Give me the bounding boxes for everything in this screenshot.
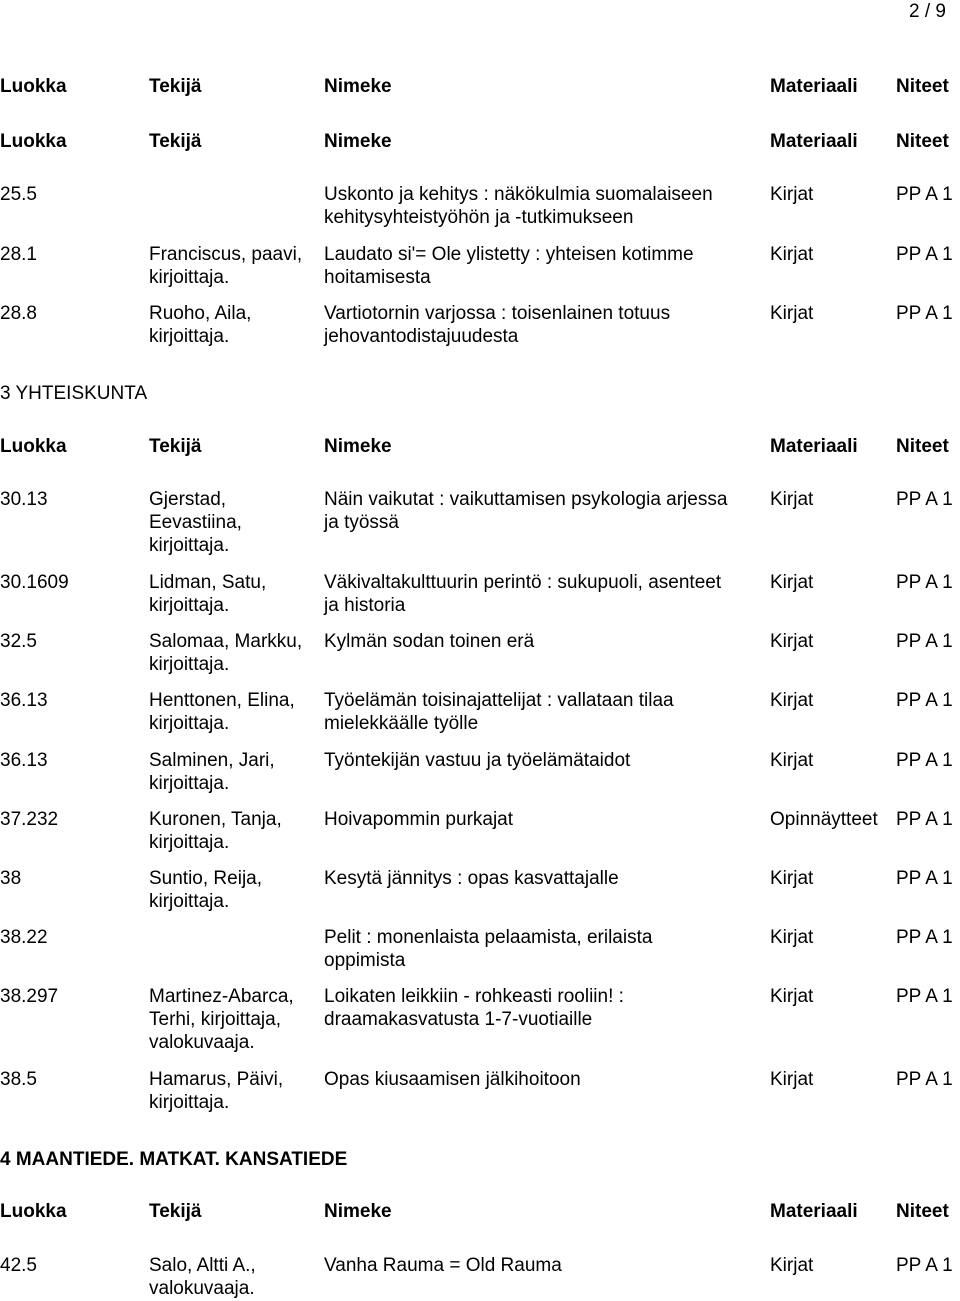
column-header-tekija: Tekijä — [149, 76, 202, 97]
nimeke-line: Väkivaltakulttuurin perintö : sukupuoli, asenteet — [324, 572, 722, 593]
tekija-line: Salminen, Jari, — [149, 750, 275, 771]
nimeke-line: ja työssä — [324, 512, 399, 533]
tekija-line: kirjoittaja. — [149, 535, 230, 556]
luokka: 28.8 — [0, 303, 37, 324]
niteet: PP A 1 — [896, 750, 953, 771]
tekija-line: Kuronen, Tanja, — [149, 809, 282, 830]
column-header-tekija: Tekijä — [149, 131, 202, 152]
tekija — [149, 243, 319, 289]
column-header-tekija: Tekijä — [149, 1201, 202, 1222]
niteet: PP A 1 — [896, 809, 953, 830]
tekija — [149, 985, 319, 1054]
materiaali: Kirjat — [770, 303, 814, 324]
tekija-line: Hamarus, Päivi, — [149, 1069, 284, 1090]
nimeke-line: Uskonto ja kehitys : näkökulmia suomalaiseen — [324, 184, 713, 205]
nimeke — [324, 985, 769, 1031]
materiaali: Kirjat — [770, 750, 814, 771]
tekija-line: kirjoittaja. — [149, 654, 230, 675]
nimeke — [324, 749, 769, 772]
materiaali: Kirjat — [770, 986, 814, 1007]
niteet: PP A 1 — [896, 184, 953, 205]
tekija — [149, 1068, 319, 1114]
nimeke — [324, 302, 769, 348]
luokka: 38.22 — [0, 927, 48, 948]
luokka: 30.1609 — [0, 572, 69, 593]
materiaali: Opinnäytteet — [770, 809, 878, 830]
tekija-line: Salo, Altti A., — [149, 1255, 256, 1276]
niteet: PP A 1 — [896, 927, 953, 948]
materiaali: Kirjat — [770, 244, 814, 265]
tekija-line: kirjoittaja. — [149, 267, 230, 288]
column-header — [0, 75, 960, 98]
tekija-line: kirjoittaja. — [149, 595, 230, 616]
column-header-nimeke: Nimeke — [324, 131, 392, 152]
materiaali: Kirjat — [770, 927, 814, 948]
nimeke — [324, 571, 769, 617]
materiaali: Kirjat — [770, 1069, 814, 1090]
nimeke-line: Pelit : monenlaista pelaamista, erilaista — [324, 927, 653, 948]
column-header-niteet: Niteet — [896, 1201, 949, 1222]
luokka: 28.1 — [0, 244, 37, 265]
niteet: PP A 1 — [896, 1255, 953, 1276]
tekija-line: Eevastiina, — [149, 512, 242, 533]
nimeke — [324, 183, 769, 229]
column-header-materiaali: Materiaali — [770, 131, 858, 152]
niteet: PP A 1 — [896, 986, 953, 1007]
tekija-line: kirjoittaja. — [149, 713, 230, 734]
luokka: 32.5 — [0, 631, 37, 652]
nimeke-line: oppimista — [324, 950, 406, 971]
nimeke-line: jehovantodistajuudesta — [324, 326, 519, 347]
tekija-line: Suntio, Reija, — [149, 868, 263, 889]
column-header-luokka: Luokka — [0, 436, 67, 457]
nimeke — [324, 926, 769, 972]
tekija-line: valokuvaaja. — [149, 1032, 255, 1053]
tekija — [149, 867, 319, 913]
nimeke-line: draamakasvatusta 1-7-vuotiaille — [324, 1009, 593, 1030]
materiaali: Kirjat — [770, 184, 814, 205]
nimeke-line: Hoivapommin purkajat — [324, 809, 514, 830]
materiaali: Kirjat — [770, 631, 814, 652]
column-header-materiaali: Materiaali — [770, 76, 858, 97]
tekija — [149, 571, 319, 617]
tekija-line: Ruoho, Aila, — [149, 303, 252, 324]
tekija — [149, 302, 319, 348]
tekija-line: Salomaa, Markku, — [149, 631, 303, 652]
column-header-niteet: Niteet — [896, 131, 949, 152]
materiaali: Kirjat — [770, 868, 814, 889]
nimeke-line: Vartiotornin varjossa : toisenlainen totuus — [324, 303, 671, 324]
niteet: PP A 1 — [896, 690, 953, 711]
nimeke-line: Loikaten leikkiin - rohkeasti rooliin! : — [324, 986, 624, 1007]
materiaali: Kirjat — [770, 572, 814, 593]
tekija-line: kirjoittaja. — [149, 832, 230, 853]
luokka: 38 — [0, 868, 22, 889]
tekija-line: Martinez-Abarca, — [149, 986, 294, 1007]
luokka: 42.5 — [0, 1255, 37, 1276]
niteet: PP A 1 — [896, 489, 953, 510]
tekija-line: kirjoittaja. — [149, 326, 230, 347]
tekija-line: valokuvaaja. — [149, 1278, 255, 1299]
nimeke-line: Laudato si'= Ole ylistetty : yhteisen kotimme — [324, 244, 694, 265]
nimeke — [324, 243, 769, 289]
materiaali: Kirjat — [770, 1255, 814, 1276]
niteet: PP A 1 — [896, 631, 953, 652]
tekija-line: Henttonen, Elina, — [149, 690, 295, 711]
column-header-materiaali: Materiaali — [770, 436, 858, 457]
tekija-line: Gjerstad, — [149, 489, 227, 510]
niteet: PP A 1 — [896, 572, 953, 593]
nimeke — [324, 630, 769, 653]
nimeke-line: Kylmän sodan toinen erä — [324, 631, 535, 652]
tekija — [149, 1254, 319, 1300]
column-header — [0, 130, 960, 153]
page-number: 2 / 9 — [909, 1, 946, 22]
luokka: 37.232 — [0, 809, 59, 830]
materiaali: Kirjat — [770, 690, 814, 711]
tekija-line: Terhi, kirjoittaja, — [149, 1009, 281, 1030]
luokka: 38.297 — [0, 986, 59, 1007]
niteet: PP A 1 — [896, 868, 953, 889]
column-header — [0, 1200, 960, 1223]
column-header-niteet: Niteet — [896, 436, 949, 457]
tekija-line: kirjoittaja. — [149, 891, 230, 912]
niteet: PP A 1 — [896, 1069, 953, 1090]
tekija-line: kirjoittaja. — [149, 1092, 230, 1113]
column-header-luokka: Luokka — [0, 1201, 67, 1222]
nimeke-line: mielekkäälle työlle — [324, 713, 479, 734]
nimeke — [324, 689, 769, 735]
nimeke-line: hoitamisesta — [324, 267, 431, 288]
niteet: PP A 1 — [896, 303, 953, 324]
column-header — [0, 435, 960, 458]
tekija-line: Franciscus, paavi, — [149, 244, 303, 265]
nimeke — [324, 1254, 769, 1277]
nimeke-line: Vanha Rauma = Old Rauma — [324, 1255, 562, 1276]
luokka: 36.13 — [0, 690, 48, 711]
nimeke — [324, 808, 769, 831]
column-header-niteet: Niteet — [896, 76, 949, 97]
nimeke-line: Työelämän toisinajattelijat : vallataan tilaa — [324, 690, 674, 711]
nimeke — [324, 867, 769, 890]
nimeke-line: Opas kiusaamisen jälkihoitoon — [324, 1069, 581, 1090]
column-header-nimeke: Nimeke — [324, 436, 392, 457]
column-header-materiaali: Materiaali — [770, 1201, 858, 1222]
column-header-tekija: Tekijä — [149, 436, 202, 457]
materiaali: Kirjat — [770, 489, 814, 510]
tekija — [149, 488, 319, 557]
column-header-luokka: Luokka — [0, 131, 67, 152]
tekija — [149, 749, 319, 795]
nimeke-line: Näin vaikutat : vaikuttamisen psykologia arjessa — [324, 489, 728, 510]
tekija-line: Lidman, Satu, — [149, 572, 267, 593]
tekija — [149, 808, 319, 854]
tekija — [149, 689, 319, 735]
nimeke-line: Työntekijän vastuu ja työelämätaidot — [324, 750, 631, 771]
niteet: PP A 1 — [896, 244, 953, 265]
tekija — [149, 630, 319, 676]
luokka: 25.5 — [0, 184, 37, 205]
nimeke — [324, 488, 769, 534]
luokka: 30.13 — [0, 489, 48, 510]
section-title: 4 MAANTIEDE. MATKAT. KANSATIEDE — [0, 1149, 348, 1170]
nimeke-line: Kesytä jännitys : opas kasvattajalle — [324, 868, 619, 889]
tekija-line: kirjoittaja. — [149, 773, 230, 794]
nimeke — [324, 1068, 769, 1091]
column-header-nimeke: Nimeke — [324, 1201, 392, 1222]
column-header-nimeke: Nimeke — [324, 76, 392, 97]
nimeke-line: kehitysyhteistyöhön ja -tutkimukseen — [324, 207, 634, 228]
column-header-luokka: Luokka — [0, 76, 67, 97]
section-title: 3 YHTEISKUNTA — [0, 383, 148, 404]
luokka: 38.5 — [0, 1069, 37, 1090]
luokka: 36.13 — [0, 750, 48, 771]
nimeke-line: ja historia — [324, 595, 406, 616]
